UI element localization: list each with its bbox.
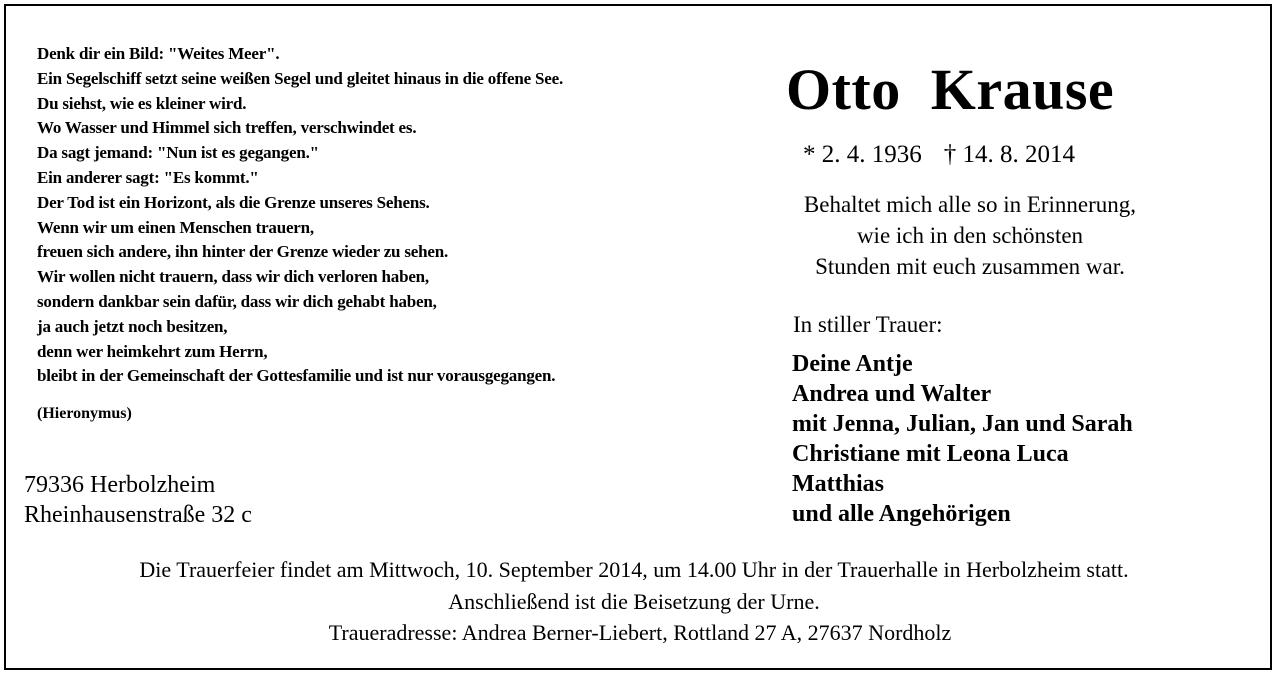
memorial-quote (770, 189, 1170, 282)
quote-line: Stunden mit euch zusammen war. (815, 254, 1125, 279)
deceased-name: Otto Krause (786, 57, 1115, 122)
condolence-address: Traueradresse: Andrea Berner-Liebert, Rottland 27 A, 27637 Nordholz (328, 620, 952, 645)
poem-line: Wenn wir um einen Menschen trauern, (37, 217, 314, 237)
family-member: Christiane mit Leona Luca (792, 441, 1069, 467)
family-member: Andrea und Walter (792, 381, 992, 407)
poem-line: Du siehst, wie es kleiner wird. (37, 93, 247, 113)
poem-line: denn wer heimkehrt zum Herrn, (37, 341, 268, 361)
poem-line: Wo Wasser und Himmel sich treffen, verschwindet es. (37, 118, 417, 138)
quote-line: Behaltet mich alle so in Erinnerung, (803, 192, 1137, 217)
poem-line: Ein Segelschiff setzt seine weißen Segel und gleitet hinaus in die offene See. (37, 68, 564, 88)
family-list (792, 349, 1133, 529)
ceremony-notice (0, 554, 1268, 618)
family-member: und alle Angehörigen (792, 501, 1011, 527)
family-member: mit Jenna, Julian, Jan und Sarah (792, 411, 1133, 437)
poem-line: sondern dankbar sein dafür, dass wir dich gehabt haben, (37, 291, 437, 311)
address-city: 79336 Herbolzheim (24, 472, 216, 498)
poem-line: ja auch jetzt noch besitzen, (37, 316, 228, 336)
family-member: Deine Antje (792, 351, 913, 377)
poem (37, 42, 737, 389)
poem-line: Ein anderer sagt: "Es kommt." (37, 167, 259, 187)
family-member: Matthias (792, 471, 884, 497)
life-dates (803, 141, 1075, 169)
birth-date: * 2. 4. 1936 (803, 141, 922, 168)
death-date: † 14. 8. 2014 (943, 141, 1075, 168)
poem-line: Da sagt jemand: "Nun ist es gegangen." (37, 143, 319, 163)
home-address (24, 470, 252, 530)
poem-line: Denk dir ein Bild: "Weites Meer". (37, 44, 280, 63)
poem-author: (Hieronymus) (37, 405, 132, 422)
quote-line: wie ich in den schönsten (856, 223, 1084, 248)
ceremony-details: Die Trauerfeier findet am Mittwoch, 10. September 2014, um 14.00 Uhr in der Trauerhalle in Herbolzheim statt. (139, 557, 1129, 582)
mourning-label: In stiller Trauer: (793, 312, 943, 337)
poem-line: freuen sich andere, ihn hinter der Grenze wieder zu sehen. (37, 242, 449, 262)
address-street: Rheinhausenstraße 32 c (24, 502, 252, 528)
burial-note: Anschließend ist die Beisetzung der Urne. (448, 589, 820, 614)
poem-line: bleibt in der Gemeinschaft der Gottesfamilie und ist nur vorausgegangen. (37, 366, 556, 386)
poem-line: Wir wollen nicht trauern, dass wir dich verloren haben, (37, 267, 429, 287)
poem-line: Der Tod ist ein Horizont, als die Grenze unseres Sehens. (37, 192, 430, 212)
